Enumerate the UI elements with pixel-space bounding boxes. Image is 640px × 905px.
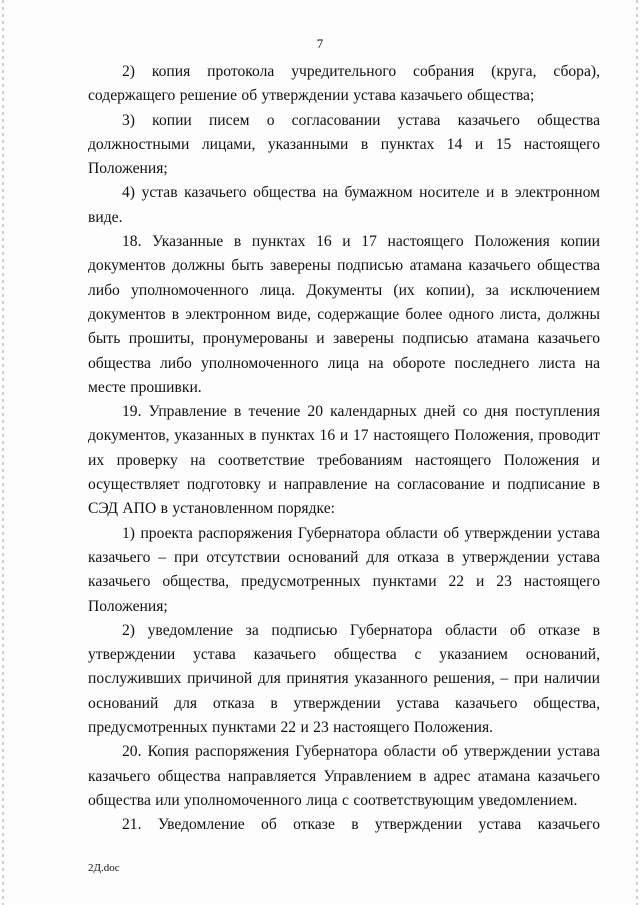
paragraph-item-2: 2) копия протокола учредительного собрания (круга, сбора), содержащего решение об утверждении устава казачьего общества; <box>88 63 600 105</box>
body-text <box>88 60 600 838</box>
scan-right-edge <box>636 0 638 905</box>
page-number: 7 <box>316 36 324 51</box>
footer-filename: 2Д.doc <box>88 862 120 874</box>
paragraph-item-3: 3) копии писем о согласовании устава казачьего общества должностными лицами, указанными в пунктах 14 и 15 настоящего Положения; <box>88 111 600 178</box>
paragraph-18: 18. Указанные в пунктах 16 и 17 настоящего Положения копии документов должны быть заверены подписью атамана казачьего общества либо уполномоченного лица. Документы (их копии), за исключением документов в электронном виде, содержащие более одного листа, должны быть прошиты, пронумерованы и заверены подписью атамана казачьего общества либо уполномоченного лица на обороте последнего листа на месте прошивки. <box>88 233 600 396</box>
scan-left-edge <box>2 0 4 905</box>
paragraph-item-4: 4) устав казачьего общества на бумажном носителе и в электронном виде. <box>88 184 600 226</box>
paragraph-19-item-1: 1) проекта распоряжения Губернатора области об утверждении устава казачьего – при отсутствии оснований для отказа в утверждении устава казачьего общества, предусмотренных пунктами 22 и 23 настоящего Положения; <box>88 524 600 615</box>
paragraph-21: 21. Уведомление об отказе в утверждении устава казачьего <box>122 816 600 834</box>
paragraph-19-item-2: 2) уведомление за подписью Губернатора области об отказе в утверждении устава казачьего общества с указанием оснований, послуживших причиной для принятия указанного решения, – при наличии оснований для отказа в утверждении устава казачьего общества, предусмотренных пунктами 22 и 23 настоящего Положения. <box>88 621 600 737</box>
paragraph-20: 20. Копия распоряжения Губернатора области об утверждении устава казачьего общества направляется Управлением в адрес атамана казачьего общества или уполномоченного лица с соответствующим уведомлением. <box>88 743 600 809</box>
paragraph-19: 19. Управление в течение 20 календарных дней со дня поступления документов, указанных в пунктах 16 и 17 настоящего Положения, проводит их проверку на соответствие требованиям настоящего Положения и осуществляет подготовку и направление на согласование и подписание в СЭД АПО в установленном порядке: <box>88 403 600 518</box>
